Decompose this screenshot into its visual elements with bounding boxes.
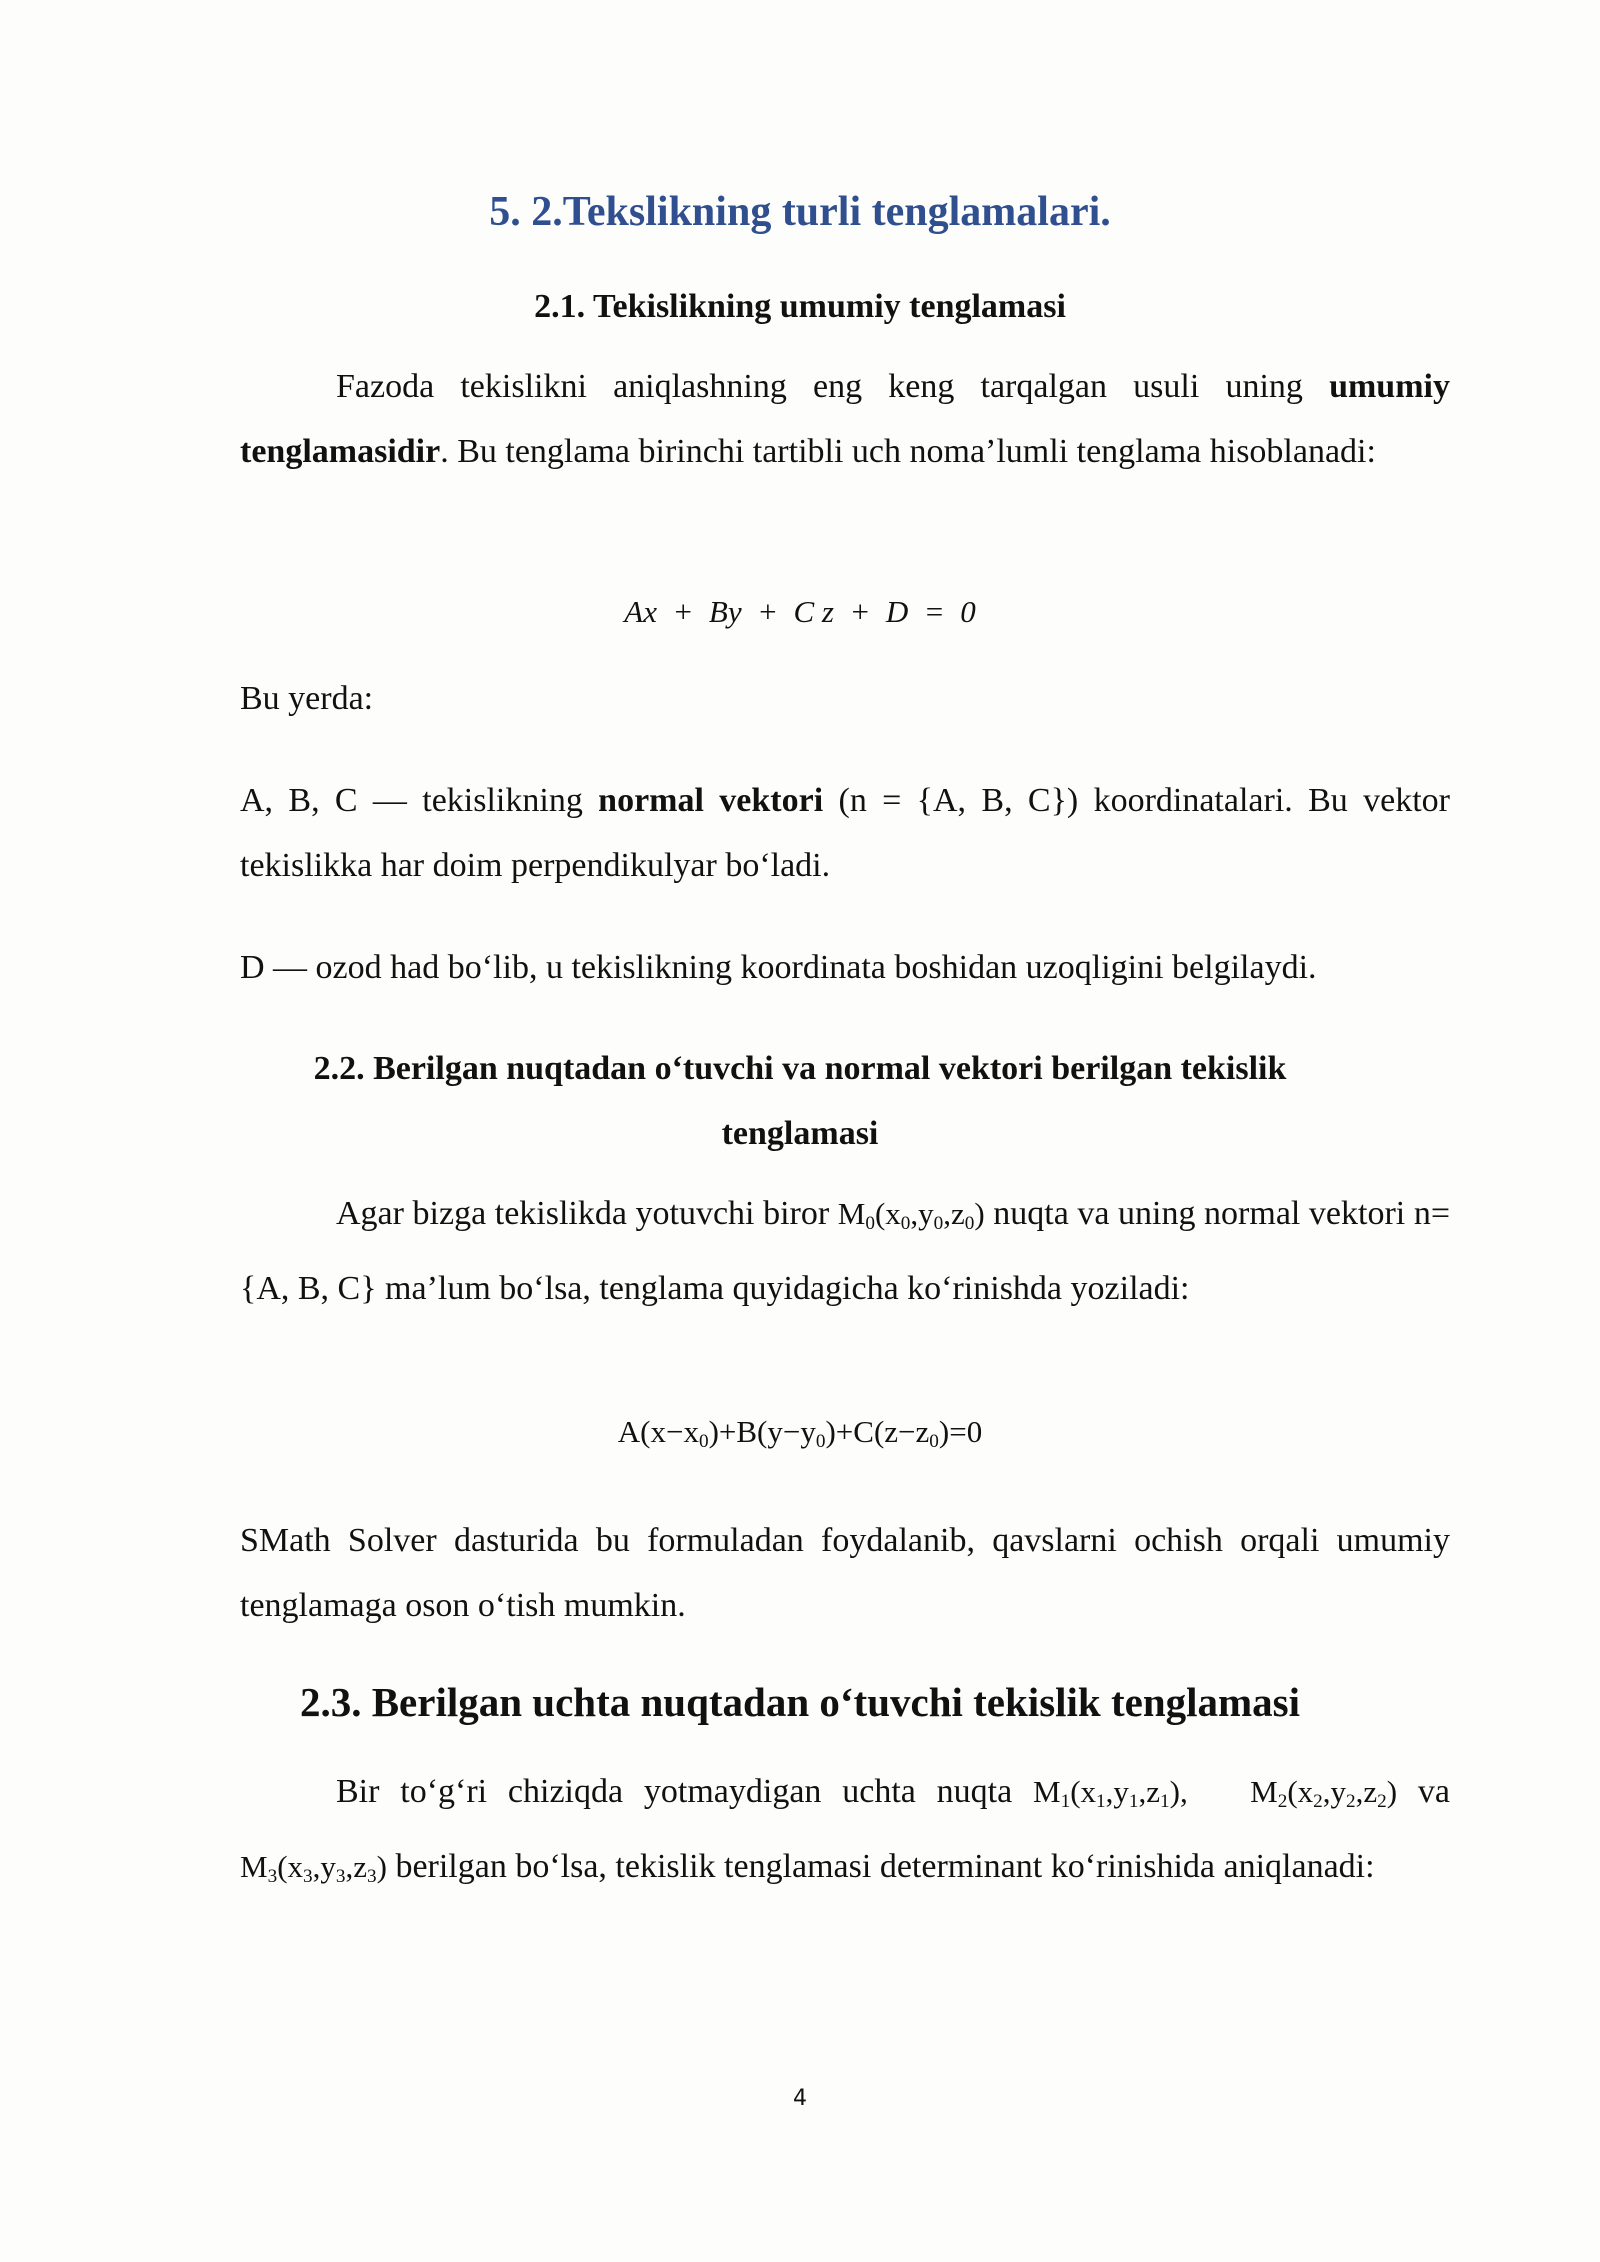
paragraph-free-term: D — ozod had bo‘lib, u tekislikning koordinata boshidan uzoqligini belgilaydi. [240, 949, 1317, 986]
page-number: 4 [793, 2086, 807, 2111]
section-heading-2-2-line1: 2.2. Berilgan nuqtadan o‘tuvchi va normal vektori berilgan tekislik [313, 1050, 1287, 1087]
section-heading-2-2-line2: tenglamasi [721, 1115, 879, 1152]
paragraph-normal-vector: A, B, C — tekislikning normal vektori (n = {A, B, C}) koordinatalari. Bu vektor tekislikka har doim perpendikulyar bo‘ladi. [240, 782, 1450, 884]
page-title: 5. 2.Tekslikning turli tenglamalari. [489, 189, 1111, 235]
paragraph-general-equation: Fazoda tekislikni aniqlashning eng keng tarqalgan usuli uning umumiy tenglamasidir. Bu tenglama birinchi tartibli uch noma’lumli tenglama hisoblanadi: [240, 368, 1450, 470]
point-m2: $M_2(x_2,y_2,z_2)$ [1250, 1774, 1398, 1812]
paragraph-bu-yerda: Bu yerda: [240, 680, 374, 717]
point-m1: $M_1(x_1,y_1,z_1)$, [1033, 1774, 1188, 1812]
point-m0: $M_0(x_0,y_0,z_0)$ [837, 1196, 985, 1234]
point-normal-formula: $A(x-x_0)+B(y-y_0)+C(z-z_0)=0$ [617, 1414, 983, 1452]
paragraph-smath: SMath Solver dasturida bu formuladan foydalanib, qavslarni ochish orqali umumiy tenglamaga oson o‘tish mumkin. [240, 1522, 1450, 1624]
general-equation-formula: Ax + By + C z + D = 0 [624, 594, 976, 629]
section-heading-2-3: 2.3. Berilgan uchta nuqtadan o‘tuvchi tekislik tenglamasi [299, 1679, 1301, 1725]
paragraph-point-normal: Agar bizga tekislikda yotuvchi biror $M_0(x_0,y_0,z_0)$ nuqta va uning normal vektori n= {A, B, C} ma’lum bo‘lsa, tenglama quyidagicha ko‘rinishda yoziladi: [240, 1195, 1450, 1307]
section-heading-2-1: 2.1. Tekislikning umumiy tenglamasi [534, 288, 1066, 325]
point-m3: $M_3(x_3,y_3,z_3)$ [240, 1848, 387, 1887]
paragraph-three-points: Bir to‘g‘ri chiziqda yotmaydigan uchta nuqta $M_1(x_1,y_1,z_1)$, $M_2(x_2,y_2,z_2)$ va $M_3(x_3,y_3,z_3)$ berilgan bo‘lsa, tekislik tenglamasi determinant ko‘rinishida aniqlanadi: [240, 1773, 1450, 1887]
